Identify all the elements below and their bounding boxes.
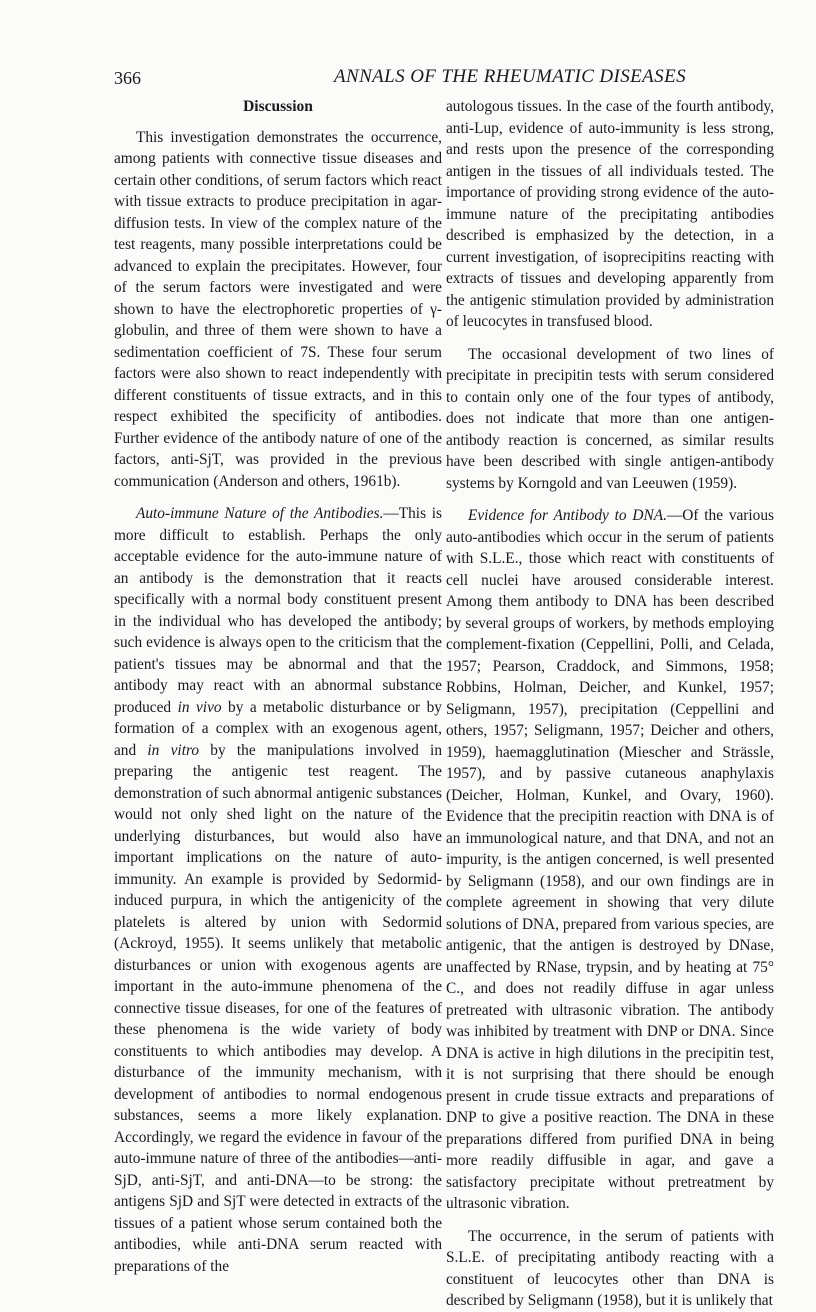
paragraph-auto-immune-nature	[114, 503, 442, 1277]
italic-term-in-vitro: in vitro	[147, 741, 200, 759]
paragraph-antibody-to-dna	[446, 505, 774, 1215]
paragraph-text: by a metabolic disturbance or by formation of a complex with an exogenous agent, and	[114, 698, 442, 759]
paragraph-two-lines-precipitate: The occasional development of two lines of precipitate in precipitin tests with serum considered to contain only one of the four types of antibody, does not indicate that more than one antigen-antibody reaction is concerned, as similar results have been described with single antigen-antibody systems by Korngold and van Leeuwen (1959).	[446, 345, 774, 492]
italic-term-in-vivo: in vivo	[177, 698, 222, 716]
right-column	[446, 96, 774, 1312]
paragraph-text: —Of the various auto-antibodies which occur in the serum of patients with S.L.E., those which react with constituents of cell nuclei have aroused considerable interest. Among them antibody to DNA has been described by several groups of workers, by methods employing complement-fixation (Ceppellini, Polli, and Celada, 1957; Pearson, Craddock, and Simmons, 1958; Robbins, Holman, Deicher, and Kunkel, 1957; Seligmann, 1957), precipitation (Ceppellini and others, 1957; Seligmann, 1957; Deicher and others, 1959), haemagglutination (Miescher and Strässle, 1957), and by passive cutaneous anaphylaxis (Deicher, Holman, Kunkel, and Ovary, 1960). Evidence that the precipitin reaction with DNA is of an immunological nature, and that DNA, and not an impurity, is the antigen concerned, is well presented by Seligmann (1958), and our own findings are in complete agreement in showing that very dilute solutions of DNA, prepared from various species, are antigenic, that the antigen is destroyed by DNase, unaffected by RNase, trypsin, and by heating at 75° C., and does not readily diffuse in agar unless pretreated with ultrasonic vibration. The antibody was inhibited by treatment with DNP or DNA. Since DNA is active in high dilutions in the precipitin test, it is not surprising that there should be enough present in crude tissue extracts and preparations of DNP to give a positive reaction. The DNA in these preparations differed from purified DNA in being more readily diffusible in agar, and gave a satisfactory precipitate without pretreatment by ultrasonic vibration.	[446, 507, 774, 1212]
running-title: ANNALS OF THE RHEUMATIC DISEASES	[334, 66, 686, 87]
run-in-heading-dna: Evidence for Antibody to DNA.	[468, 507, 667, 524]
paragraph-continuation: autologous tissues. In the case of the fourth antibody, anti-Lup, evidence of auto-immunity is less strong, and rests upon the presence of the corresponding antigen in the tissues of all individuals tested. The importance of providing strong evidence of the auto-immune nature of the precipitating antibodies described is emphasized by the detection, in a current investigation, of isoprecipitins reacting with extracts of tissues and developing apparently from the antigenic stimulation provided by administration of leucocytes in transfused blood.	[446, 98, 774, 330]
page-number: 366	[114, 68, 141, 88]
run-in-heading-auto-immune: Auto-immune Nature of the Antibodies.	[136, 505, 384, 522]
paragraph-text: by the manipulations involved in preparing the antigenic test reagent. The demonstration of such abnormal antigenic substances would not only shed light on the nature of the underlying disturbances, but would also have important implications on the nature of auto-immunity. An example is provided by Sedormid-induced purpura, in which the antigenicity of the platelets is altered by union with Sedormid (Ackroyd, 1955). It seems unlikely that metabolic disturbances or union with exogenous agents are important in the auto-immune phenomena of the connective tissue diseases, for one of the features of these phenomena is the wide variety of body constituents to which antibodies may develop. A disturbance of the immunity mechanism, with development of antibodies to normal endogenous substances, seems a more likely explanation. Accordingly, we regard the evidence in favour of the auto-immune nature of three of the antibodies—anti-SjD, anti-SjT, and anti-DNA—to be strong: the antigens SjD and SjT were detected in extracts of the tissues of a patient whose serum contained both the antibodies, while anti-DNA serum reacted with preparations of the	[114, 741, 442, 1275]
paragraph-text: —This is more difficult to establish. Perhaps the only acceptable evidence for the auto-immune nature of an antibody is the demonstration that it reacts specifically with a normal body constituent present in the individual who has developed the antibody; such evidence is always open to the criticism that the patient's tissues may be abnormal and that the antibody may react with an abnormal substance produced	[114, 505, 442, 716]
paragraph-discussion-intro: This investigation demonstrates the occurrence, among patients with connective tissue diseases and certain other conditions, of serum factors which react with tissue extracts to produce precipitation in agar-diffusion tests. In view of the complex nature of the test reagents, many possible interpretations could be advanced to explain the precipitates. However, four of the serum factors were investigated and were shown to have the electrophoretic properties of γ-globulin, and three of them were shown to have a sedimentation coefficient of 7S. These four serum factors were also shown to react independently with different constituents of tissue extracts, and in this respect exhibited the specificity of antibodies. Further evidence of the antibody nature of one of the factors, anti-SjT, was provided in the previous communication (Anderson and others, 1961b).	[114, 128, 442, 490]
paragraph-leucocyte-antibody: The occurrence, in the serum of patients with S.L.E. of precipitating antibody reacting with a constituent of leucocytes other than DNA is described by Seligmann (1958), but it is unlikely that	[446, 1227, 774, 1309]
left-column	[114, 96, 442, 1277]
section-heading-discussion: Discussion	[243, 98, 313, 115]
